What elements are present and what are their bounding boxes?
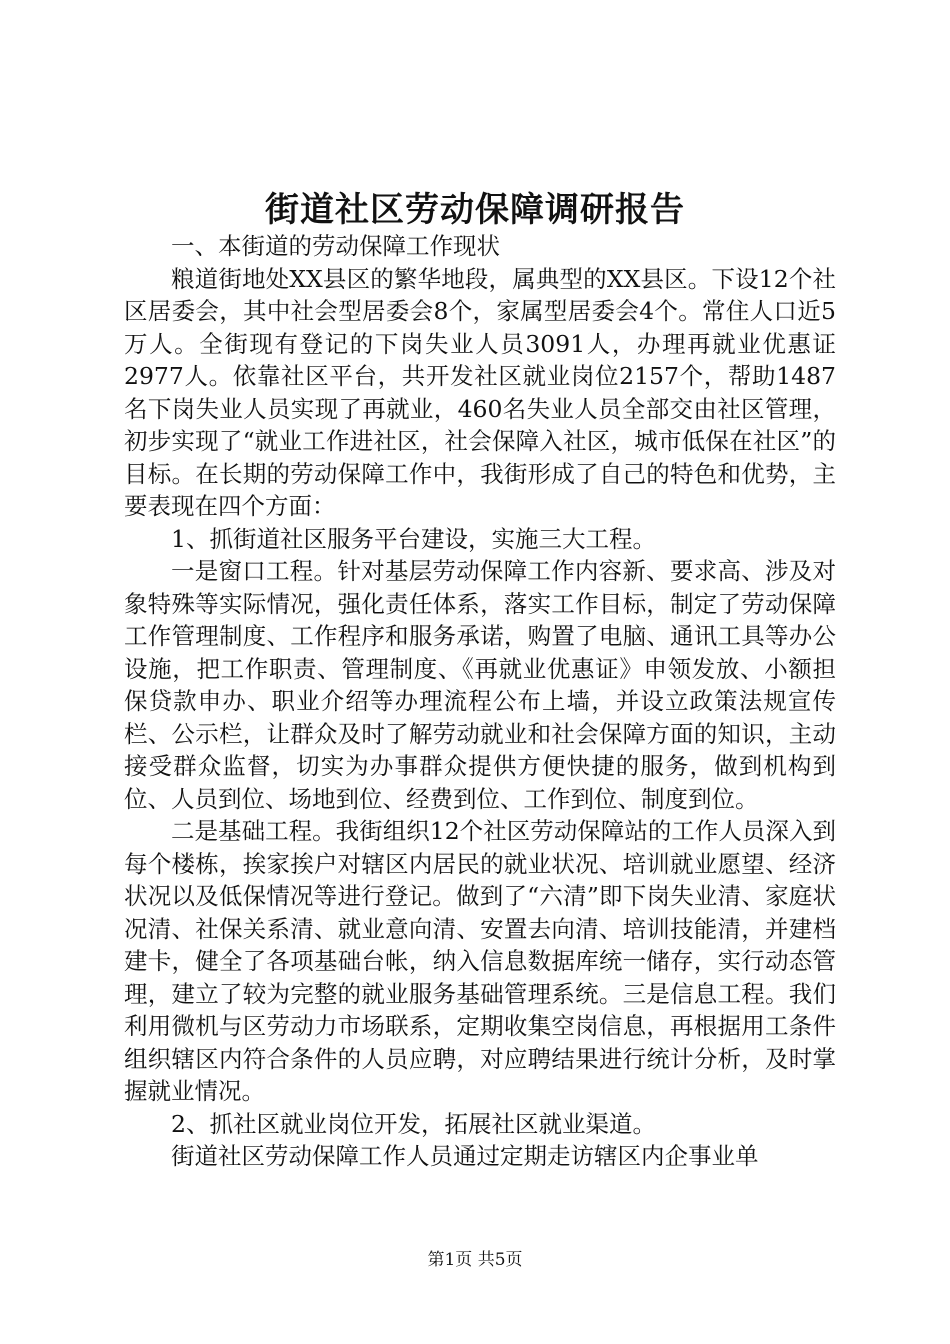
- section-heading: 一、本街道的劳动保障工作现状: [171, 232, 500, 260]
- subsection-heading: 1、抓街道社区服务平台建设，实施三大工程。: [171, 524, 656, 553]
- subsection-heading: 2、抓社区就业岗位开发，拓展社区就业渠道。: [171, 1109, 656, 1138]
- document-body: [124, 230, 836, 1173]
- paragraph: 一是窗口工程。针对基层劳动保障工作内容新、要求高、涉及对象特殊等实际情况，强化责任体系，落实工作目标，制定了劳动保障工作管理制度、工作程序和服务承诺，购置了电脑、通讯工具等办公设施，把工作职责、管理制度、《再就业优惠证》申领发放、小额担保贷款申办、职业介绍等办理流程公布上墙，并设立政策法规宣传栏、公示栏，让群众及时了解劳动就业和社会保障方面的知识，主动接受群众监督，切实为办事群众提供方便快捷的服务，做到机构到位、人员到位、场地到位、经费到位、工作到位、制度到位。: [124, 557, 836, 813]
- paragraph: 街道社区劳动保障工作人员通过定期走访辖区内企事业单: [171, 1142, 759, 1170]
- paragraph: 粮道街地处XX县区的繁华地段，属典型的XX县区。下设12个社区居委会，其中社会型居委会8个，家属型居委会4个。常住人口近5万人。全街现有登记的下岗失业人员3091人，办理再就业优惠证2977人。依靠社区平台，共开发社区就业岗位2157个，帮助1487名下岗失业人员实现了再就业，460名失业人员全部交由社区管理，初步实现了“就业工作进社区，社会保障入社区，城市低保在社区”的目标。在长期的劳动保障工作中，我街形成了自己的特色和优势，主要表现在四个方面：: [124, 264, 836, 520]
- document-title: 街道社区劳动保障调研报告: [265, 190, 685, 230]
- paragraph: 二是基础工程。我街组织12个社区劳动保障站的工作人员深入到每个楼栋，挨家挨户对辖区内居民的就业状况、培训就业愿望、经济状况以及低保情况等进行登记。做到了“六清”即下岗失业清、家庭状况清、社保关系清、就业意向清、安置去向清、培训技能清，并建档建卡，健全了各项基础台帐，纳入信息数据库统一储存，实行动态管理，建立了较为完整的就业服务基础管理系统。三是信息工程。我们利用微机与区劳动力市场联系，定期收集空岗信息，再根据用工条件组织辖区内符合条件的人员应聘，对应聘结果进行统计分析，及时掌握就业情况。: [124, 817, 836, 1105]
- page-number: 第1页 共5页: [427, 1250, 523, 1270]
